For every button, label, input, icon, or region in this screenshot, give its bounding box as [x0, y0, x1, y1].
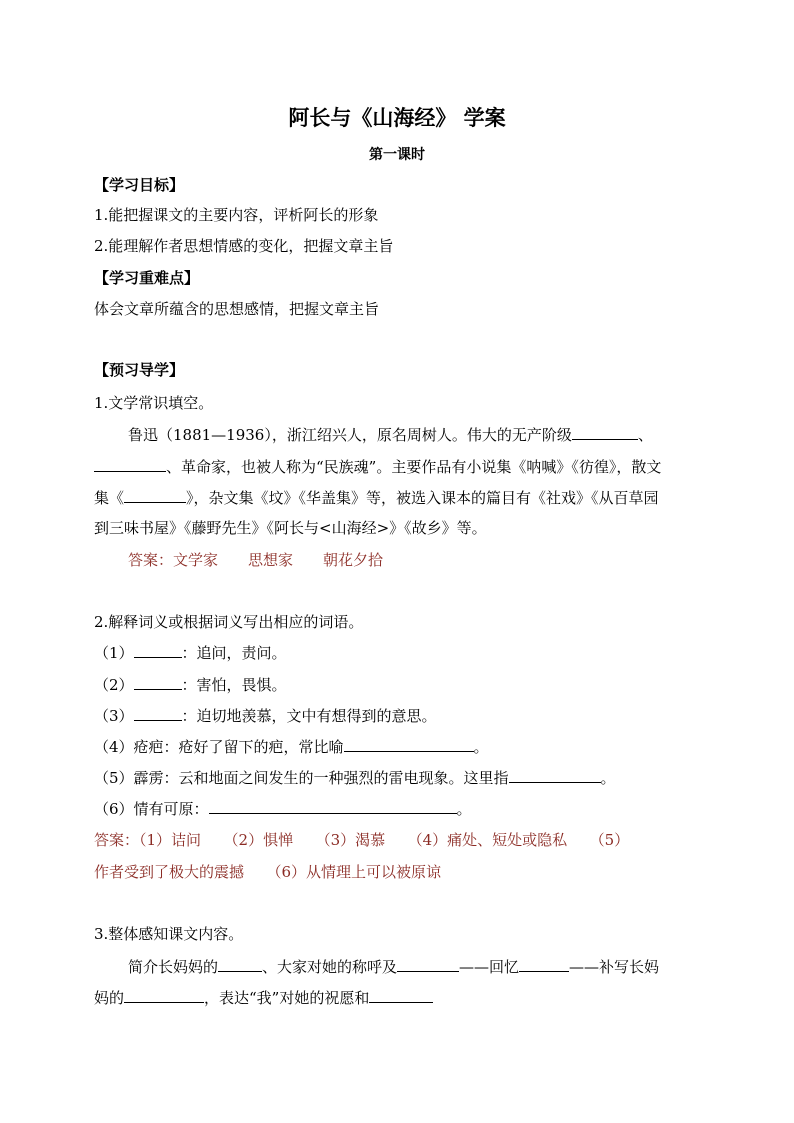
q2-item-period: 。 [456, 800, 472, 818]
q2-item-4 [94, 737, 489, 757]
fill-blank[interactable] [369, 988, 433, 1003]
fill-blank[interactable] [209, 799, 457, 814]
q2-item-text: （6）情有可原： [94, 800, 209, 818]
q2-item-3 [94, 706, 437, 726]
q2-item-2 [94, 675, 287, 695]
preview-heading: 【预习导学】 [94, 361, 185, 379]
q1-line-1 [128, 425, 653, 445]
q1-label: 1.文学常识填空。 [94, 394, 214, 412]
q2-answer-line-2: 作者受到了极大的震撼 （6）从情理上可以被原谅 [94, 863, 442, 881]
q2-answer-line-1: 答案：（1）诘问 （2）惧惮 （3）渴慕 （4）痛处、短处或隐私 （5） [94, 831, 630, 849]
page-subtitle: 第一课时 [369, 147, 425, 163]
fill-blank[interactable] [218, 957, 262, 972]
q2-item-period: 。 [600, 769, 616, 787]
q3-line-1 [128, 957, 659, 977]
q2-item-6 [94, 799, 472, 819]
q2-item-text: ：害怕，畏惧。 [181, 676, 287, 694]
q1-line-1-text: 鲁迅（1881—1936），浙江绍兴人，原名周树人。伟大的无产阶级 [128, 426, 572, 444]
objective-item-1: 1.能把握课文的主要内容，评析阿长的形象 [94, 206, 379, 224]
q3-text: ，表达“我”对她的祝愿和 [204, 989, 370, 1007]
q2-item-period: 。 [473, 738, 489, 756]
q2-item-text: ：迫切地羡慕，文中有想得到的意思。 [181, 707, 437, 725]
q3-text: ——回忆 [459, 958, 520, 976]
fill-blank[interactable] [519, 957, 569, 972]
q2-item-1 [94, 643, 287, 663]
q1-line-2-text: 、革命家，也被人称为“民族魂”。主要作品有小说集《呐喊》《彷徨》，散文 [166, 458, 662, 476]
q1-line-3-text-b: 》，杂文集《坟》《华盖集》等，被选入课本的篇目有《社戏》《从百草园 [186, 489, 659, 507]
q3-text: 简介长妈妈的 [128, 958, 219, 976]
q1-line-3 [94, 488, 659, 508]
q2-item-text: （5）霹雳：云和地面之间发生的一种强烈的雷电现象。这里指 [94, 769, 509, 787]
q3-text: 、大家对她的称呼及 [262, 958, 398, 976]
fill-blank[interactable] [397, 957, 459, 972]
fill-blank[interactable] [134, 706, 182, 721]
fill-blank[interactable] [344, 737, 474, 752]
q2-item-number: （2） [94, 676, 134, 694]
q2-item-number: （1） [94, 644, 134, 662]
q1-line-1-punct: 、 [637, 426, 653, 444]
page-title: 阿长与《山海经》 学案 [288, 105, 506, 130]
difficulties-heading: 【学习重难点】 [94, 269, 200, 287]
q3-text: 妈的 [94, 989, 125, 1007]
q1-line-3-text-a: 集《 [94, 489, 125, 507]
q1-line-4: 到三味书屋》《藤野先生》《阿长与<山海经>》《故乡》等。 [94, 519, 487, 537]
q1-answer: 答案：文学家 思想家 朝花夕拾 [128, 551, 384, 569]
difficulties-text: 体会文章所蕴含的思想感情，把握文章主旨 [94, 300, 380, 318]
fill-blank[interactable] [124, 988, 204, 1003]
q2-item-text: （4）疮疤：疮好了留下的疤，常比喻 [94, 738, 344, 756]
fill-blank[interactable] [509, 768, 601, 783]
objectives-heading: 【学习目标】 [94, 176, 185, 194]
q2-label: 2.解释词义或根据词义写出相应的词语。 [94, 613, 364, 631]
objective-item-2: 2.能理解作者思想情感的变化，把握文章主旨 [94, 237, 394, 255]
fill-blank[interactable] [134, 643, 182, 658]
fill-blank[interactable] [124, 488, 186, 503]
q2-item-5 [94, 768, 616, 788]
q2-item-text: ：追问，责问。 [181, 644, 287, 662]
fill-blank[interactable] [94, 457, 166, 472]
fill-blank[interactable] [572, 425, 638, 440]
fill-blank[interactable] [134, 675, 182, 690]
q2-item-number: （3） [94, 707, 134, 725]
q3-text: ——补写长妈 [569, 958, 660, 976]
q3-line-2 [94, 988, 433, 1008]
q1-line-2 [94, 457, 661, 477]
q3-label: 3.整体感知课文内容。 [94, 925, 244, 943]
